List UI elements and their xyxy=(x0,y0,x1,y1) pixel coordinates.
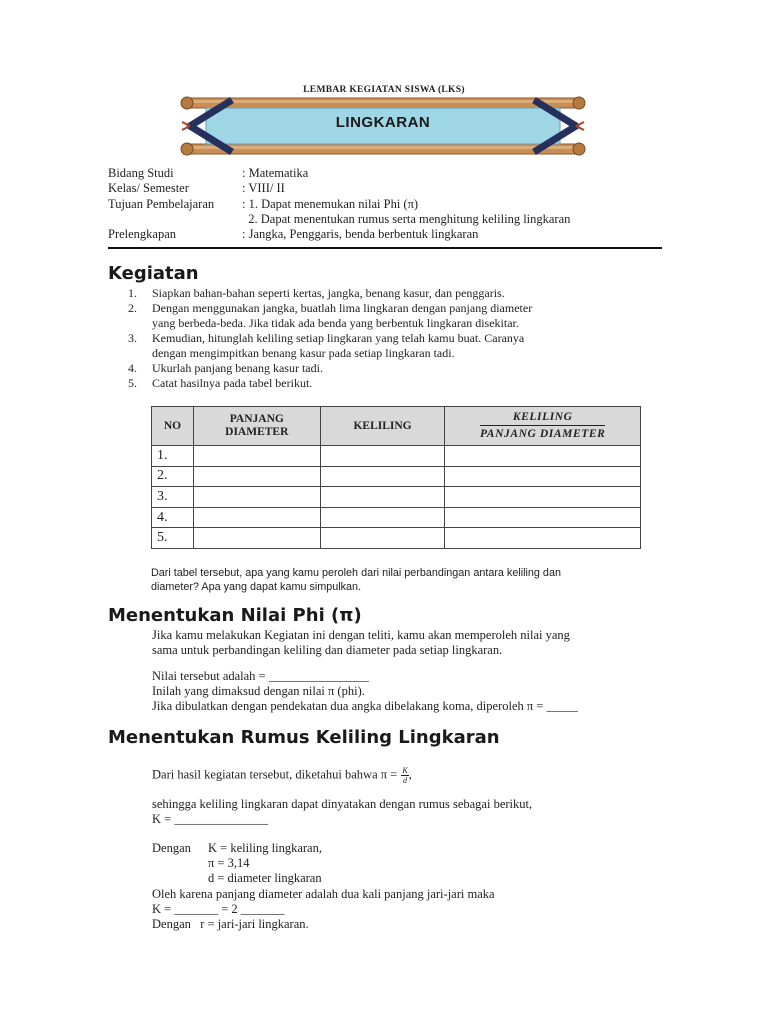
col-header-ratio xyxy=(445,407,641,446)
banner-title: LINGKARAN xyxy=(335,114,431,131)
title-banner xyxy=(180,96,586,156)
col-header-diameter: PANJANG DIAMETER xyxy=(193,407,320,446)
section-heading-phi: Menentukan Nilai Phi (π) xyxy=(108,605,362,626)
table-row: 4. xyxy=(152,507,641,528)
table-row: 1. xyxy=(152,446,641,467)
ratio-fraction: $\frac{\text{KELILING}}{\text{PANJANG DIAMETER}}$ xyxy=(480,411,606,440)
col-header-no: NO xyxy=(152,407,194,446)
col-header-keliling: KELILING xyxy=(320,407,445,446)
phi-fill: Nilai tersebut adalah = ________________ Inilah yang dimaksud dengan nilai π (phi). Jika dibulatkan dengan pendekatan dua angka dibelakang koma, diperoleh π = _____ xyxy=(152,669,578,714)
phi-intro: Jika kamu melakukan Kegiatan ini dengan teliti, kamu akan memperoleh nilai yang sama untuk perbandingan keliling dan diameter pada setiap lingkaran. xyxy=(152,628,570,658)
info-row: Prelengkapan : Jangka, Penggaris, benda berbentuk lingkaran xyxy=(108,227,479,242)
list-item: 3. Kemudian, hitunglah keliling setiap lingkaran yang telah kamu buat. Caranya dengan mengimpitkan benang kasur pada setiap lingkaran tadi. xyxy=(128,331,525,360)
list-item: 5. Catat hasilnya pada tabel berikut. xyxy=(128,376,313,390)
pi-definition: Dari hasil kegiatan tersebut, diketahui bahwa π = $\frac{K}{d}$ , xyxy=(152,766,412,785)
table-question: Dari tabel tersebut, apa yang kamu peroleh dari nilai perbandingan antara keliling dan diameter? Apa yang dapat kamu simpulkan. xyxy=(151,567,561,593)
definitions: Dengan K = keliling lingkaran, π = 3,14 d = diameter lingkaran Oleh karena panjang diameter adalah dua kali panjang jari-jari maka K = _______ = 2 _______ Dengan r = jari-jari lingkaran. xyxy=(152,841,495,932)
section-heading-rumus: Menentukan Rumus Keliling Lingkaran xyxy=(108,727,500,748)
info-row: Kelas/ Semester : VIII/ II xyxy=(108,181,285,196)
k-over-d-fraction: $\frac{K}{d}$ xyxy=(402,766,408,785)
info-row: Tujuan Pembelajaran : 1. Dapat menemukan nilai Phi (π) xyxy=(108,196,419,211)
info-row: Bidang Studi : Matematika xyxy=(108,166,309,180)
keliling-formula: sehingga keliling lingkaran dapat dinyatakan dengan rumus sebagai berikut, K = _______________ xyxy=(152,797,533,827)
table-row: 3. xyxy=(152,487,641,508)
identity-block xyxy=(108,166,668,242)
list-item: 4. Ukurlah panjang benang kasur tadi. xyxy=(128,361,323,375)
activity-steps xyxy=(128,286,628,391)
info-row: 2. Dapat menentukan rumus serta menghitung keliling lingkaran xyxy=(242,211,571,226)
table-row: 2. xyxy=(152,466,641,487)
worksheet-supertitle: LEMBAR KEGIATAN SISWA (LKS) xyxy=(303,85,465,95)
table-row: 5. xyxy=(152,528,641,549)
divider xyxy=(108,247,662,249)
list-item: 2. Dengan menggunakan jangka, buatlah lima lingkaran dengan panjang diameter yang berbeda-beda. Jika tidak ada benda yang berbentuk lingkaran disekitar. xyxy=(128,301,533,330)
section-heading-kegiatan: Kegiatan xyxy=(108,263,199,284)
list-item: 1. Siapkan bahan-bahan seperti kertas, jangka, benang kasur, dan penggaris. xyxy=(128,286,505,300)
measurement-table xyxy=(151,406,641,549)
